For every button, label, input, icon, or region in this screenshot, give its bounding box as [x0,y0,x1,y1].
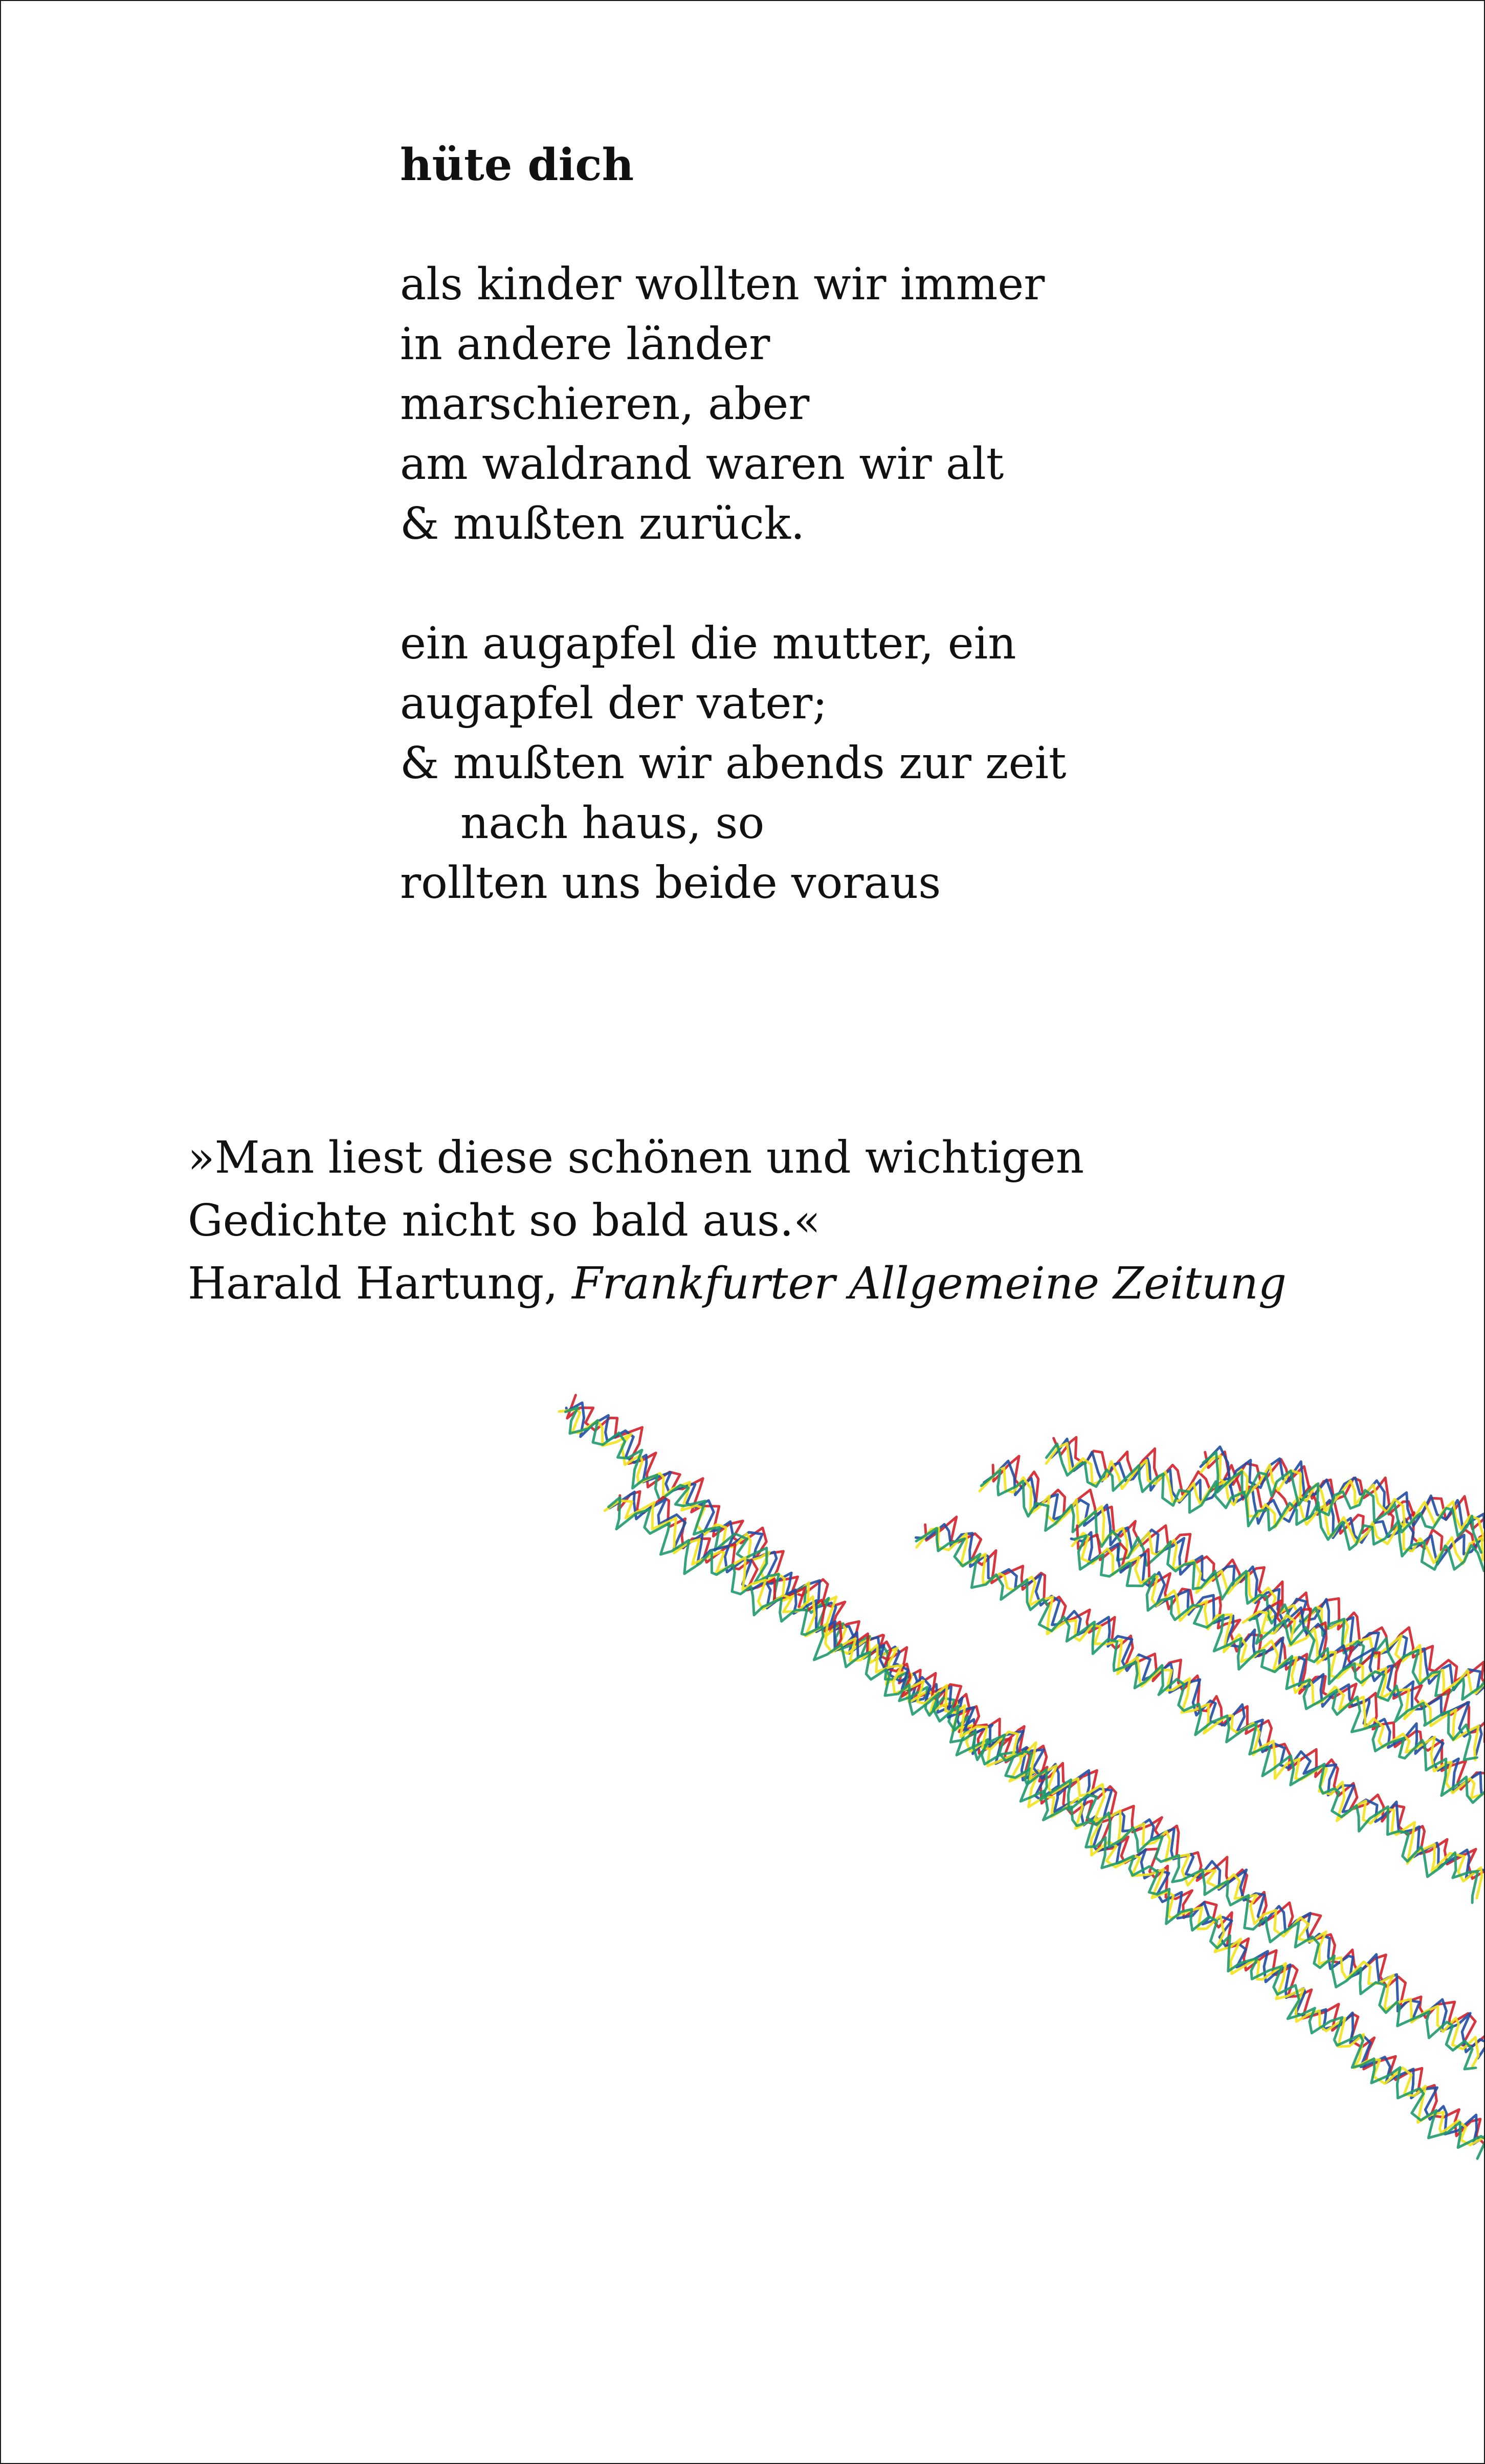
poem-line: am waldrand waren wir alt [400,438,1004,490]
poem-line: in andere länder [400,319,770,370]
poem-title: hüte dich [400,139,634,191]
colored-handwriting-scribble-icon [538,1372,1485,2170]
poem-line-indented: nach haus, so [460,798,765,849]
scribble-strand [1072,1533,1485,1798]
scribble-strand [1046,1443,1482,1564]
review-blurb [188,1127,1287,1315]
blurb-author: Harald Hartung, [188,1258,572,1309]
poem-stanza-1 [400,255,1067,554]
blurb-publication: Frankfurter Allgemeine Zeitung [572,1258,1287,1309]
blurb-quote-line: Gedichte nicht so bald aus.« [188,1195,821,1246]
poem-line: & mußten wir abends zur zeit [400,738,1067,789]
poem-stanza-2 [400,614,1067,913]
poem-line: & mußten zurück. [400,498,805,549]
poem-line: als kinder wollten wir immer [400,259,1045,310]
poem-line: marschieren, aber [400,379,810,430]
poem-line: ein augapfel die mutter, ein [400,618,1016,669]
blurb-attribution [188,1252,1287,1315]
poem [400,135,1067,913]
poem-line: rollten uns beide voraus [400,857,941,909]
blurb-quote-line: »Man liest diese schönen und wichtigen [188,1132,1084,1183]
poem-line: augapfel der vater; [400,678,828,729]
